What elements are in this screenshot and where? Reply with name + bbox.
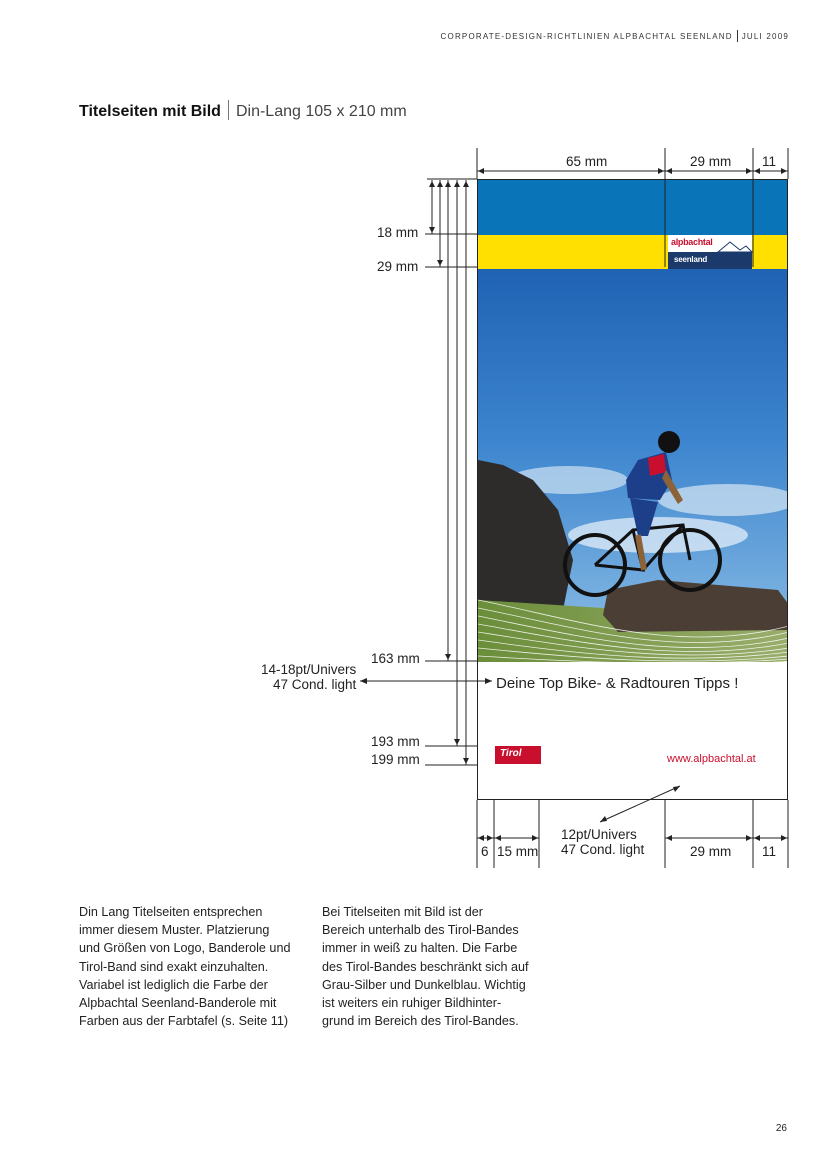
- col2-line: Bei Titelseiten mit Bild ist der: [322, 905, 483, 919]
- font-spec-bottom: [561, 827, 644, 857]
- page-number: 26: [775, 1123, 787, 1134]
- font-spec-bottom-line2: 47 Cond. light: [561, 842, 645, 857]
- logo-text-alpbachtal: alpbachtal: [671, 237, 713, 247]
- page-title-sub: Din-Lang 105 x 210 mm: [235, 103, 407, 120]
- col1-line: Farben aus der Farbtafel (s. Seite 11): [79, 1014, 289, 1029]
- dim-left-29: 29 mm: [377, 259, 419, 274]
- header-date: JULI 2009: [741, 32, 789, 41]
- cover-url: www.alpbachtal.at: [667, 753, 756, 765]
- font-spec-left-line2: 47 Cond. light: [273, 677, 357, 692]
- tirol-logo: Tirol: [500, 748, 522, 759]
- col1-line: und Größen von Logo, Banderole und: [79, 941, 291, 956]
- logo-text-seenland: seenland: [674, 255, 708, 264]
- col1-line: Alpbachtal Seenland-Banderole mit: [79, 996, 277, 1011]
- dim-bottom-11: 11: [762, 844, 777, 859]
- dim-top-29: 29 mm: [690, 154, 732, 169]
- dim-left-18: 18 mm: [377, 225, 419, 240]
- col2-line: grund im Bereich des Tirol-Bandes.: [322, 1014, 519, 1029]
- col2-line: immer in weiß zu halten. Die Farbe: [322, 941, 518, 956]
- text-column-1: [79, 903, 309, 1030]
- col2-line: Grau-Silber und Dunkelblau. Wichtig: [322, 977, 526, 992]
- col1-line: immer diesem Muster. Platzierung: [79, 923, 270, 938]
- font-spec-left: [261, 662, 356, 692]
- font-spec-left-line1: 14-18pt/Univers: [261, 662, 357, 677]
- dim-left-163: 163 mm: [371, 651, 420, 666]
- header-title: CORPORATE-DESIGN-RICHTLINIEN ALPBACHTAL SEENLAND: [440, 32, 733, 41]
- col2-line: ist weiters ein ruhiger Bildhinter-: [322, 996, 502, 1011]
- page-title-main: Titelseiten mit Bild: [79, 103, 221, 120]
- dim-top-65: 65 mm: [566, 154, 608, 169]
- dim-bottom-29: 29 mm: [690, 844, 732, 859]
- col2-line: des Tirol-Bandes beschränkt sich auf: [322, 959, 529, 974]
- col1-line: Variabel ist lediglich die Farbe der: [79, 977, 268, 992]
- dim-bottom-15: 15 mm: [497, 844, 539, 859]
- dim-bottom-6: 6: [481, 844, 489, 859]
- dim-left-193: 193 mm: [371, 734, 420, 749]
- col2-line: Bereich unterhalb des Tirol-Bandes: [322, 923, 519, 938]
- text-column-2: [322, 903, 552, 1030]
- col1-line: Tirol-Band sind exakt einzuhalten.: [79, 959, 269, 974]
- col1-line: Din Lang Titelseiten entsprechen: [79, 905, 263, 919]
- dim-left-199: 199 mm: [371, 752, 420, 767]
- cover-headline: Deine Top Bike- & Radtouren Tipps !: [496, 675, 739, 692]
- dim-top-11: 11: [762, 154, 777, 169]
- font-spec-bottom-line1: 12pt/Univers: [561, 827, 637, 842]
